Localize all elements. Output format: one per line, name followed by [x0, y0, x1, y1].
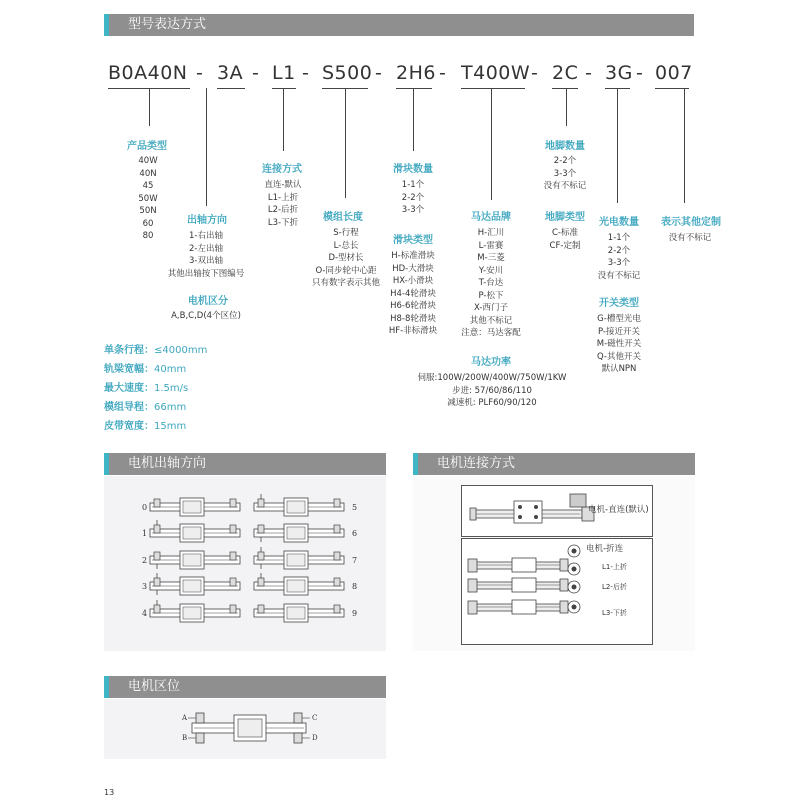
list-item: 1-1个 — [401, 180, 425, 190]
underline — [396, 88, 432, 89]
sensor-qty-list — [592, 232, 646, 282]
list-item: 1-1个 — [607, 233, 631, 243]
spec-row: 轨梁宽幅：40mm — [104, 364, 187, 375]
list-item: 3-3个 — [553, 168, 577, 179]
list-item: 1-右出轴 — [189, 231, 223, 241]
spec-row: 皮带宽度：15mm — [104, 421, 187, 432]
direct-box — [461, 485, 653, 537]
shaft-dir-list — [160, 230, 252, 280]
code-part-foot: 2C — [552, 62, 579, 84]
shaft-number: 8 — [352, 582, 358, 591]
list-item: 3-3个 — [607, 258, 631, 268]
list-item: 只有数字表示其他 — [311, 278, 380, 288]
section-shaft-bar — [104, 453, 386, 475]
list-item: 50N — [139, 206, 157, 216]
list-item: 2-2个 — [401, 192, 425, 203]
zone-label-a: A — [182, 714, 188, 722]
underline — [552, 88, 578, 89]
code-part-connect: L1 — [272, 62, 296, 84]
list-item: 没有不标记 — [668, 233, 712, 243]
list-item: H4-4轮滑块 — [390, 288, 436, 299]
header-title: 型号表达方式 — [128, 17, 207, 32]
code-part-length: S500 — [322, 62, 373, 84]
custom-list — [660, 232, 720, 245]
connector-line — [566, 88, 567, 126]
underline — [217, 88, 245, 89]
spec-row: 单条行程：≤4000mm — [104, 345, 208, 356]
list-item: S-行程 — [333, 228, 359, 238]
slider-type-list — [380, 250, 446, 338]
list-item: D-型材长 — [328, 253, 364, 263]
list-item: 直连-默认 — [264, 180, 302, 190]
motor-power-title: 马达功率 — [471, 357, 511, 368]
motor-brand-list — [456, 227, 526, 340]
motor-power-list — [412, 372, 572, 410]
list-item: 伺服:100W/200W/400W/750W/1KW — [417, 373, 567, 383]
shaft-number: 1 — [142, 529, 148, 538]
list-item: L3-下折 — [267, 217, 299, 228]
shaft-module-8 — [254, 573, 357, 595]
underline — [272, 88, 296, 89]
product-type-title: 产品类型 — [127, 141, 167, 152]
shaft-number: 7 — [352, 556, 358, 565]
foot-qty-title: 地脚数量 — [545, 141, 585, 152]
list-item: 其他不标记 — [469, 315, 513, 326]
foot-type-title: 地脚类型 — [545, 212, 585, 223]
shaft-module-4 — [142, 600, 240, 622]
connector-line — [345, 88, 346, 198]
list-item: G-槽型光电 — [597, 314, 641, 324]
list-item: T-台达 — [478, 278, 504, 288]
section-connect-title: 电机连接方式 — [437, 456, 516, 471]
list-item: L2-后折 — [267, 205, 299, 215]
spec-row: 模组导程：66mm — [104, 402, 187, 413]
slider-qty-title: 滑块数量 — [393, 164, 433, 175]
list-item: 步进: 57/60/86/110 — [452, 385, 532, 396]
motor-zone-list — [160, 310, 252, 323]
list-item: 40W — [138, 156, 158, 166]
shaft-module-0 — [142, 498, 240, 516]
code-part-motor: T400W — [461, 62, 531, 84]
shaft-number: 3 — [142, 582, 148, 591]
slider-type-title: 滑块类型 — [393, 235, 433, 246]
motor-brand-title: 马达品牌 — [471, 212, 511, 223]
list-item: H8-8轮滑块 — [390, 313, 436, 324]
code-dash: - — [196, 62, 204, 84]
shaft-diagram — [104, 476, 386, 651]
zone-label-c: C — [312, 714, 318, 722]
fold-l1-label: L1-上折 — [602, 563, 627, 571]
list-item: HF-非标滑块 — [388, 326, 438, 336]
section-zone-title: 电机区位 — [128, 679, 181, 694]
list-item: 没有不标记 — [597, 270, 641, 281]
connector-line — [283, 88, 284, 151]
code-dash: - — [252, 62, 260, 84]
code-part-sensor: 3G — [605, 62, 633, 84]
list-item: 注意：马达客配 — [461, 328, 521, 338]
connection-list — [254, 179, 312, 229]
fold-module-row — [468, 558, 568, 572]
code-part-shaft: 3A — [217, 62, 244, 84]
code-dash: - — [302, 62, 310, 84]
section-zone-bar — [104, 676, 386, 698]
shaft-number: 0 — [142, 503, 148, 512]
connector-line — [149, 88, 150, 126]
shaft-dir-title: 出轴方向 — [187, 215, 227, 226]
list-item: 60 — [142, 218, 154, 229]
list-item: 3-3个 — [401, 205, 425, 215]
list-item: P-松下 — [478, 290, 504, 301]
code-dash: - — [439, 62, 447, 84]
fold-box — [461, 538, 653, 645]
list-item: Q-其他开关 — [597, 351, 641, 362]
list-item: 3-双出轴 — [189, 256, 223, 266]
code-dash: - — [375, 62, 383, 84]
slider-qty-list — [388, 179, 438, 217]
zone-diagram — [104, 699, 386, 759]
list-item: L-总长 — [333, 240, 359, 251]
fold-l2-label: L2-后折 — [602, 583, 627, 591]
page-number: 13 — [104, 788, 115, 797]
connection-title: 连接方式 — [262, 164, 302, 175]
custom-title: 表示其他定制 — [661, 217, 721, 228]
shaft-module-3 — [142, 573, 240, 595]
list-item: CF-定制 — [549, 240, 581, 251]
list-item: 80 — [142, 231, 154, 241]
spec-list — [104, 341, 207, 436]
connector-line — [413, 88, 414, 151]
section-connect-bar — [413, 453, 695, 475]
list-item: 默认NPN — [601, 364, 637, 374]
direct-label: 电机-直连(默认) — [588, 505, 649, 515]
code-dash: - — [636, 62, 644, 84]
list-item: HD-大滑块 — [392, 263, 434, 274]
list-item: 其他出轴按下图编号 — [167, 268, 245, 279]
spec-row: 最大速度：1.5m/s — [104, 383, 189, 394]
section-shaft-title: 电机出轴方向 — [128, 456, 207, 471]
shaft-module-7 — [254, 547, 357, 569]
module-len-title: 模组长度 — [323, 212, 363, 223]
shaft-diagram-panel — [104, 476, 386, 651]
shaft-number: 4 — [142, 609, 148, 618]
code-dash: - — [585, 62, 593, 84]
list-item: P-接近开关 — [597, 326, 640, 337]
fold-module-row — [468, 578, 568, 592]
list-item: 2-左出轴 — [189, 243, 223, 254]
fold-label: 电机-折连 — [586, 544, 624, 554]
code-part-slider: 2H6 — [396, 62, 436, 84]
list-item: 2-2个 — [553, 156, 577, 166]
zone-label-d: D — [312, 734, 318, 742]
list-item: 40N — [139, 168, 157, 179]
list-item: Y-安川 — [478, 265, 504, 276]
switch-type-list — [588, 313, 650, 376]
header-bar — [104, 14, 694, 36]
connector-line — [617, 88, 618, 203]
code-part-product: B0A40N — [108, 62, 188, 84]
foot-type-list — [538, 227, 592, 252]
connector-line — [491, 88, 492, 200]
foot-qty-list — [538, 155, 592, 193]
shaft-number: 9 — [352, 609, 358, 618]
list-item: C-标准 — [551, 228, 578, 238]
list-item: 减速机: PLF60/90/120 — [447, 398, 537, 408]
connector-line — [206, 88, 207, 206]
list-item: H-汇川 — [477, 228, 505, 238]
list-item: M-磁性开关 — [596, 339, 642, 349]
sensor-qty-title: 光电数量 — [599, 217, 639, 228]
shaft-number: 2 — [142, 556, 148, 565]
list-item: 没有不标记 — [543, 181, 587, 191]
connect-diagram-panel — [413, 476, 695, 651]
shaft-module-6 — [254, 524, 357, 542]
code-dash: - — [531, 62, 539, 84]
shaft-module-1 — [142, 520, 240, 542]
shaft-module-9 — [254, 604, 357, 622]
list-item: M-三菱 — [477, 253, 505, 263]
underline — [461, 88, 525, 89]
shaft-number: 6 — [352, 529, 358, 538]
list-item: O-同步轮中心距 — [315, 265, 377, 276]
list-item: L1-上折 — [267, 192, 299, 203]
shaft-module-2 — [142, 551, 240, 569]
connector-line — [684, 88, 685, 203]
list-item: A,B,C,D(4个区位) — [171, 311, 241, 321]
code-part-custom: 007 — [655, 62, 693, 84]
list-item: 2-2个 — [607, 245, 631, 256]
module-len-list — [300, 227, 392, 290]
list-item: HX-小滑块 — [392, 276, 434, 286]
list-item: 45 — [142, 181, 154, 191]
fold-module-row — [468, 600, 568, 614]
motor-zone-title: 电机区分 — [188, 296, 228, 307]
zone-label-b: B — [182, 734, 188, 742]
fold-l3-label: L3-下折 — [602, 609, 627, 617]
switch-type-title: 开关类型 — [599, 298, 639, 309]
list-item: 50W — [138, 193, 158, 204]
list-item: L-雷赛 — [478, 240, 504, 251]
list-item: X-西门子 — [474, 303, 508, 313]
shaft-number: 5 — [352, 503, 358, 512]
list-item: H6-6轮滑块 — [390, 301, 436, 311]
shaft-module-5 — [254, 494, 357, 516]
list-item: H-标准滑块 — [391, 251, 435, 261]
zone-diagram-panel — [104, 699, 386, 759]
